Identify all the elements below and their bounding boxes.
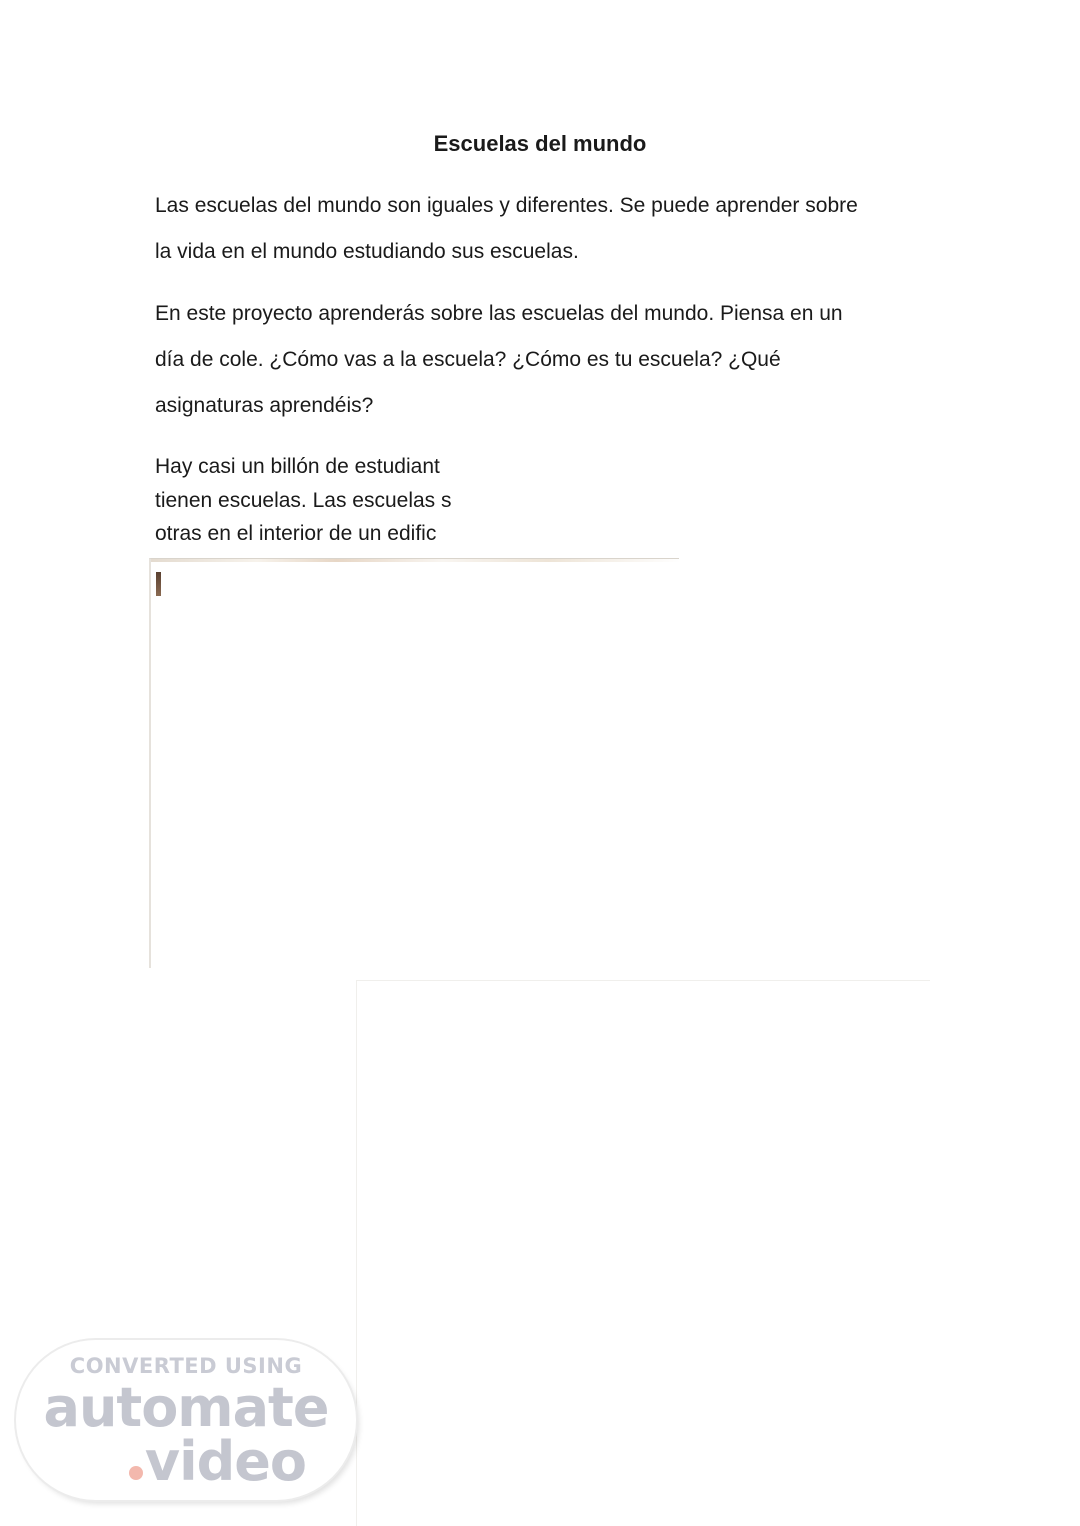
paragraph-project [155, 291, 935, 429]
watermark-logo-sub [129, 1430, 306, 1493]
paragraph-line: Las escuelas del mundo son iguales y diferentes. Se puede aprender sobre [155, 194, 858, 217]
paragraph-line: día de cole. ¿Cómo vas a la escuela? ¿Cómo es tu escuela? ¿Qué [155, 348, 781, 371]
paragraph-intro [155, 183, 935, 275]
paragraph-students-clipped [155, 450, 469, 551]
paragraph-line: Hay casi un billón de estudiant [155, 455, 440, 478]
image-fragment [156, 572, 161, 596]
watermark-sub-text: video [144, 1430, 306, 1493]
paragraph-line: tienen escuelas. Las escuelas s [155, 488, 452, 512]
paragraph-line: otras en el interior de un edific [155, 522, 437, 545]
paragraph-line: En este proyecto aprenderás sobre las escuelas del mundo. Piensa en un [155, 302, 843, 325]
image-placeholder-secondary [356, 980, 930, 1526]
watermark-badge [16, 1340, 356, 1500]
document-title: Escuelas del mundo [433, 131, 647, 156]
watermark-logo-text: automate [43, 1376, 329, 1439]
dot-icon [129, 1466, 143, 1480]
image-placeholder [149, 558, 679, 968]
image-edge [151, 559, 681, 562]
watermark-top-text: CONVERTED USING [69, 1354, 303, 1378]
paragraph-line: asignaturas aprendéis? [155, 394, 374, 417]
paragraph-line: la vida en el mundo estudiando sus escuelas. [155, 240, 579, 263]
